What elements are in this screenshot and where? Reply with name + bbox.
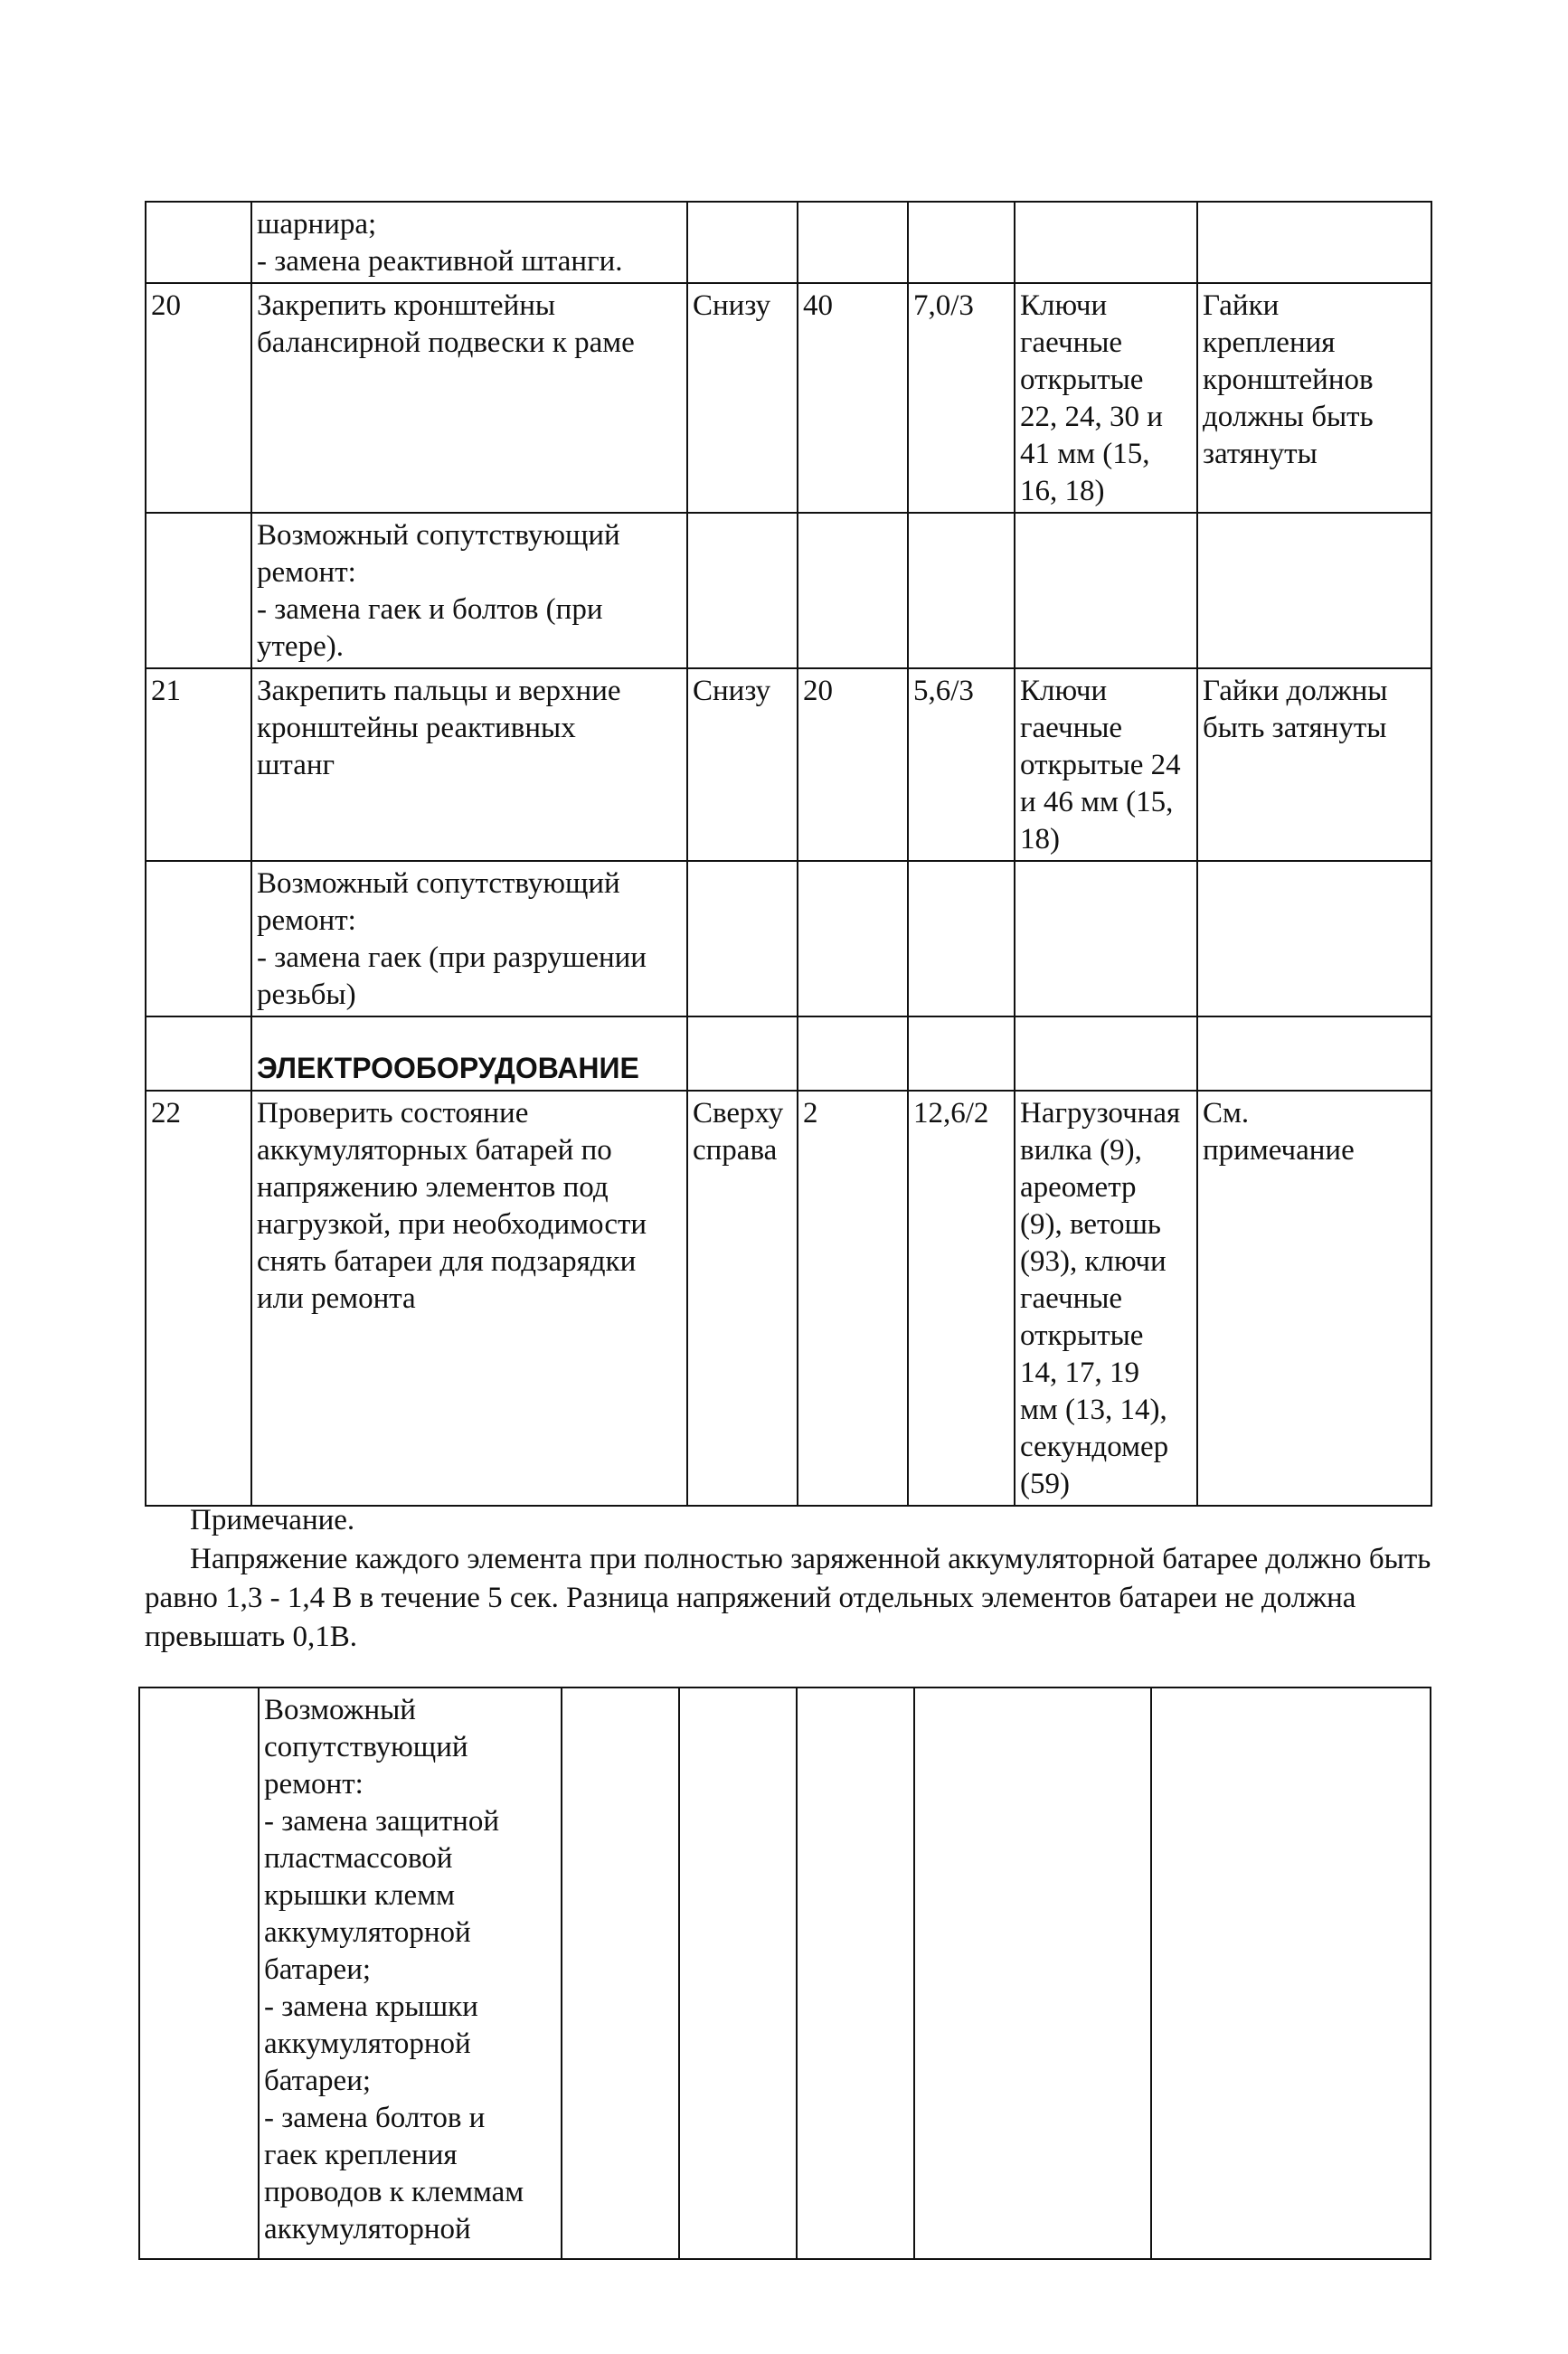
cell-tools-line: (59)	[1020, 1468, 1070, 1500]
cell-operation-line: проводов к клеммам	[264, 2176, 524, 2208]
cell-tools-line: гаечные	[1020, 712, 1123, 744]
cell-operation	[251, 668, 687, 861]
cell-operation-line: - замена крышки	[264, 1990, 478, 2023]
cell-operation-line: аккумуляторной	[264, 1916, 471, 1949]
cell-operation	[251, 861, 687, 1016]
cell-operation	[251, 513, 687, 668]
cell-operation-line: нагрузкой, при необходимости	[257, 1208, 647, 1241]
cell-requirements	[1151, 1688, 1431, 2259]
cell-position: Сверху справа	[687, 1091, 798, 1506]
maintenance-table-continued	[138, 1687, 1431, 2260]
cell-number: 20	[146, 283, 251, 513]
cell-tools	[1015, 513, 1197, 668]
cell-operation	[251, 1091, 687, 1506]
cell-requirements	[1197, 202, 1431, 283]
cell-tools-line: 22, 24, 30 и	[1020, 401, 1163, 433]
cell-requirements-line: должны быть	[1203, 401, 1374, 433]
cell-operation-line: - замена гаек и болтов (при	[257, 593, 603, 626]
cell-tools-line: ареометр	[1020, 1171, 1137, 1204]
cell-time	[908, 1016, 1015, 1091]
table-row	[139, 1688, 1431, 2259]
cell-operation-line: Проверить состояние	[257, 1097, 529, 1130]
cell-time	[908, 513, 1015, 668]
cell-number: 22	[146, 1091, 251, 1506]
cell-tools	[1015, 202, 1197, 283]
cell-requirements	[1197, 861, 1431, 1016]
table-row	[146, 1091, 1431, 1506]
cell-count	[798, 202, 908, 283]
cell-count	[798, 861, 908, 1016]
cell-count: 40	[798, 283, 908, 513]
cell-operation-line: - замена гаек (при разрушении	[257, 941, 647, 974]
cell-tools-line: 41 мм (15,	[1020, 438, 1150, 470]
cell-requirements	[1197, 1091, 1431, 1506]
cell-operation-line: сопутствующий	[264, 1731, 468, 1763]
table-row	[146, 513, 1431, 668]
cell-count	[798, 513, 908, 668]
cell-position	[687, 1016, 798, 1091]
cell-tools-line: Ключи	[1020, 675, 1108, 707]
cell-number	[146, 513, 251, 668]
cell-requirements-line: быть затянуты	[1203, 712, 1387, 744]
cell-requirements-line: крепления	[1203, 326, 1336, 359]
cell-tools	[1015, 668, 1197, 861]
cell-tools-line: 18)	[1020, 823, 1060, 856]
cell-operation-line: аккумуляторной	[264, 2213, 471, 2245]
cell-operation-line: - замена реактивной штанги.	[257, 245, 623, 278]
cell-tools-line: 14, 17, 19	[1020, 1357, 1139, 1389]
cell-operation-line: утере).	[257, 630, 344, 663]
cell-time	[797, 1688, 914, 2259]
cell-tools-line: 16, 18)	[1020, 475, 1105, 507]
cell-requirements	[1197, 668, 1431, 861]
cell-operation-line: аккумуляторной	[264, 2028, 471, 2060]
cell-requirements	[1197, 1016, 1431, 1091]
cell-count: 2	[798, 1091, 908, 1506]
cell-number: 21	[146, 668, 251, 861]
cell-operation-line: ремонт:	[257, 556, 356, 589]
cell-count	[679, 1688, 797, 2259]
cell-tools	[914, 1688, 1151, 2259]
cell-position	[562, 1688, 679, 2259]
cell-operation-line: батареи;	[264, 1953, 372, 1986]
cell-time: 12,6/2	[908, 1091, 1015, 1506]
cell-time	[908, 861, 1015, 1016]
table-row	[146, 668, 1431, 861]
cell-operation-line: Возможный сопутствующий	[257, 519, 620, 552]
cell-operation-line: Возможный сопутствующий	[257, 867, 620, 900]
cell-time: 7,0/3	[908, 283, 1015, 513]
cell-tools-line: мм (13, 14),	[1020, 1394, 1167, 1426]
maintenance-table	[145, 201, 1432, 1507]
cell-operation-line: Возможный	[264, 1694, 416, 1726]
cell-tools-line: вилка (9),	[1020, 1134, 1142, 1167]
cell-position	[687, 202, 798, 283]
cell-tools	[1015, 1016, 1197, 1091]
cell-requirements-line: затянуты	[1203, 438, 1318, 470]
table-row	[146, 861, 1431, 1016]
cell-operation-line: кронштейны реактивных	[257, 712, 576, 744]
cell-requirements-line: См.	[1203, 1097, 1250, 1130]
cell-operation	[251, 283, 687, 513]
cell-operation-line: резьбы)	[257, 978, 356, 1011]
cell-operation-line: ремонт:	[257, 904, 356, 937]
cell-operation-line: батареи;	[264, 2065, 372, 2097]
cell-operation-line: ремонт:	[264, 1768, 364, 1801]
cell-time	[908, 202, 1015, 283]
cell-tools-line: и 46 мм (15,	[1020, 786, 1174, 818]
cell-time: 5,6/3	[908, 668, 1015, 861]
cell-tools-line: Ключи	[1020, 289, 1108, 322]
note-body: Напряжение каждого элемента при полностью заряженной аккумуляторной батарее должно быть равно 1,3 - 1,4 В в течение 5 сек. Разница напряжений отдельных элементов батареи не должна превышать 0,1В.	[145, 1543, 1431, 1653]
cell-operation	[259, 1688, 562, 2259]
cell-operation	[251, 1016, 687, 1091]
cell-tools-line: открытые	[1020, 1319, 1144, 1352]
cell-tools-line: открытые	[1020, 364, 1144, 396]
cell-operation-line: гаек крепления	[264, 2139, 458, 2171]
cell-number	[146, 202, 251, 283]
cell-position: Снизу	[687, 668, 798, 861]
cell-tools	[1015, 1091, 1197, 1506]
cell-count: 20	[798, 668, 908, 861]
cell-operation-line: аккумуляторных батарей по	[257, 1134, 612, 1167]
cell-operation-line: - замена защитной	[264, 1805, 500, 1838]
cell-operation-line: балансирной подвески к раме	[257, 326, 635, 359]
table-row	[146, 202, 1431, 283]
cell-operation-line: или ремонта	[257, 1282, 416, 1315]
note-block	[145, 1501, 1438, 1657]
cell-tools-line: гаечные	[1020, 326, 1123, 359]
section-heading: ЭЛЕКТРООБОРУДОВАНИЕ	[257, 1052, 639, 1084]
cell-requirements-line: кронштейнов	[1203, 364, 1374, 396]
cell-number	[139, 1688, 259, 2259]
cell-operation-line: снять батареи для подзарядки	[257, 1245, 637, 1278]
cell-requirements-line: Гайки	[1203, 289, 1280, 322]
note-title: Примечание.	[190, 1504, 355, 1536]
cell-tools-line: Нагрузочная	[1020, 1097, 1181, 1130]
cell-position	[687, 861, 798, 1016]
cell-operation	[251, 202, 687, 283]
cell-requirements	[1197, 513, 1431, 668]
cell-position: Снизу	[687, 283, 798, 513]
cell-operation-line: - замена болтов и	[264, 2102, 486, 2134]
cell-operation-line: штанг	[257, 749, 335, 781]
cell-number	[146, 1016, 251, 1091]
table-row	[146, 283, 1431, 513]
cell-operation-line: Закрепить пальцы и верхние	[257, 675, 621, 707]
table-row	[146, 1016, 1431, 1091]
cell-tools-line: открытые 24	[1020, 749, 1181, 781]
cell-count	[798, 1016, 908, 1091]
cell-operation-line: напряжению элементов под	[257, 1171, 609, 1204]
cell-tools-line: (93), ключи	[1020, 1245, 1167, 1278]
cell-operation-line: пластмассовой	[264, 1842, 453, 1875]
cell-requirements-line: Гайки должны	[1203, 675, 1388, 707]
cell-position	[687, 513, 798, 668]
cell-tools-line: гаечные	[1020, 1282, 1123, 1315]
cell-requirements	[1197, 283, 1431, 513]
cell-tools	[1015, 861, 1197, 1016]
cell-number	[146, 861, 251, 1016]
cell-operation-line: шарнира;	[257, 208, 377, 241]
cell-tools	[1015, 283, 1197, 513]
cell-tools-line: (9), ветошь	[1020, 1208, 1161, 1241]
cell-operation-line: Закрепить кронштейны	[257, 289, 556, 322]
cell-tools-line: секундомер	[1020, 1431, 1169, 1463]
cell-operation-line: крышки клемм	[264, 1879, 455, 1912]
cell-requirements-line: примечание	[1203, 1134, 1355, 1167]
